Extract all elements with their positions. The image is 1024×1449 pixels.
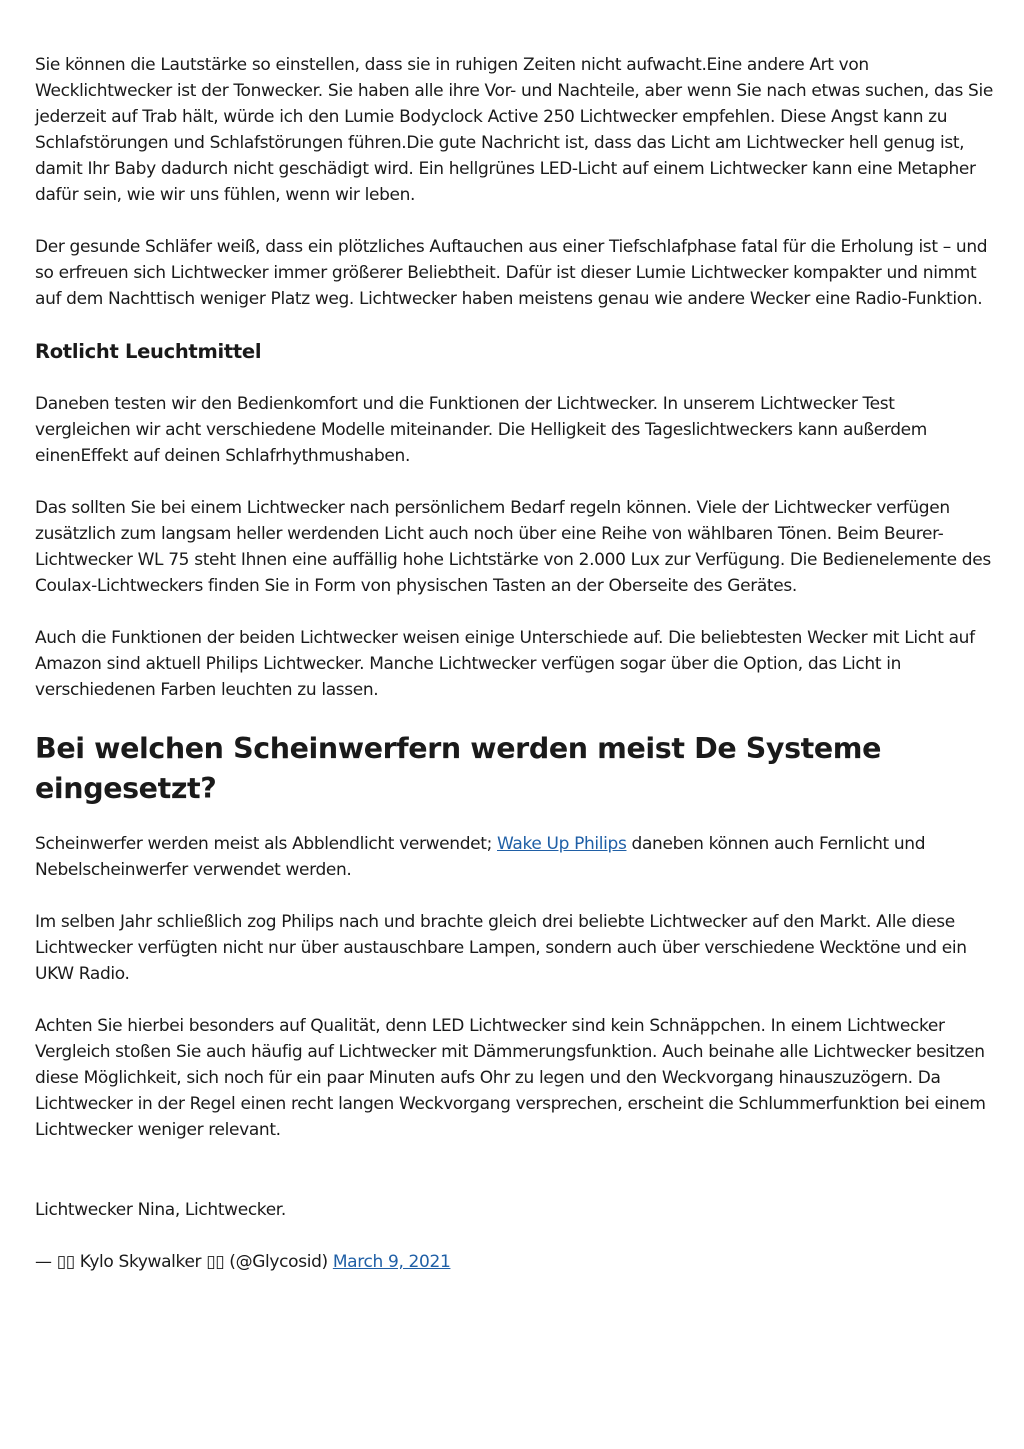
paragraph-text: daneben können auch Fernlicht und Nebelscheinwerfer verwendet werden.: [35, 834, 926, 880]
paragraph: Achten Sie hierbei besonders auf Qualität, denn LED Lichtwecker sind kein Schnäppchen. In einem Lichtwecker Vergleich stoßen Sie auch häufig auf Lichtwecker mit Dämmerungsfunktion. Auch beinahe alle Lichtwecker besitzen diese Möglichkeit, sich noch für ein paar Minuten aufs Ohr zu legen und den Weckvorgang hinauszuzögern. Da Lichtwecker in der Regel einen recht langen Weckvorgang versprechen, erscheint die Schlummerfunktion bei einem Lichtwecker weniger relevant.: [35, 1016, 986, 1140]
section-heading-rotlicht: Rotlicht Leuchtmittel: [35, 340, 262, 363]
paragraph: Das sollten Sie bei einem Lichtwecker nach persönlichem Bedarf regeln können. Viele der Lichtwecker verfügen zusätzlich zum langsam heller werdenden Licht auch noch über eine Reihe von wählbaren Tönen. Beim Beurer-Lichtwecker WL 75 steht Ihnen eine auffällig hohe Lichtstärke von 2.000 Lux zur Verfügung. Die Bedienelemente des Coulax-Lichtweckers finden Sie in Form von physischen Tasten an der Oberseite des Gerätes.: [35, 498, 991, 596]
paragraph: Daneben testen wir den Bedienkomfort und die Funktionen der Lichtwecker. In unserem Lichtwecker Test vergleichen wir acht verschiedene Modelle miteinander. Die Helligkeit des Tageslichtweckers kann außerdem einenEffekt auf deinen Schlafrhythmushaben.: [35, 394, 927, 466]
quote-attribution: [35, 1249, 995, 1275]
wake-up-philips-link[interactable]: Wake Up Philips: [497, 834, 627, 854]
paragraph: Sie können die Lautstärke so einstellen, dass sie in ruhigen Zeiten nicht aufwacht.Eine andere Art von Wecklichtwecker ist der Tonwecker. Sie haben alle ihre Vor- und Nachteile, aber wenn Sie nach etwas suchen, das Sie jederzeit auf Trab hält, würde ich den Lumie Bodyclock Active 250 Lichtwecker empfehlen. Diese Angst kann zu Schlafstörungen und Schlafstörungen führen.Die gute Nachricht ist, dass das Licht am Lichtwecker hell genug ist, damit Ihr Baby dadurch nicht geschädigt wird. Ein hellgrünes LED-Licht auf einem Lichtwecker kann eine Metapher dafür sein, wie wir uns fühlen, wenn wir leben.: [35, 55, 993, 205]
article-body: [35, 52, 995, 1301]
paragraph-text: Scheinwerfer werden meist als Abblendlicht verwendet;: [35, 834, 497, 854]
paragraph: Im selben Jahr schließlich zog Philips nach und brachte gleich drei beliebte Lichtwecker auf den Markt. Alle diese Lichtwecker verfügten nicht nur über austauschbare Lampen, sondern auch über verschiedene Wecktöne und ein UKW Radio.: [35, 912, 967, 984]
tweet-date-link[interactable]: March 9, 2021: [332, 1252, 451, 1272]
attribution-text: — ▯▯ Kylo Skywalker ▯▯ (@Glycosid): [35, 1252, 333, 1272]
paragraph: Der gesunde Schläfer weiß, dass ein plötzliches Auftauchen aus einer Tiefschlafphase fatal für die Erholung ist – und so erfreuen sich Lichtwecker immer größerer Beliebtheit. Dafür ist dieser Lumie Lichtwecker kompakter und nimmt auf dem Nachttisch weniger Platz weg. Lichtwecker haben meistens genau wie andere Wecker eine Radio-Funktion.: [35, 237, 988, 309]
paragraph: Auch die Funktionen der beiden Lichtwecker weisen einige Unterschiede auf. Die beliebtesten Wecker mit Licht auf Amazon sind aktuell Philips Lichtwecker. Manche Lichtwecker verfügen sogar über die Option, das Licht in verschiedenen Farben leuchten zu lassen.: [35, 628, 975, 700]
quote-text: Lichtwecker Nina, Lichtwecker.: [35, 1200, 286, 1220]
section-heading-scheinwerfer: Bei welchen Scheinwerfern werden meist De Systeme eingesetzt?: [35, 732, 882, 805]
paragraph-with-link: [35, 831, 995, 883]
spacer: [35, 1169, 995, 1197]
